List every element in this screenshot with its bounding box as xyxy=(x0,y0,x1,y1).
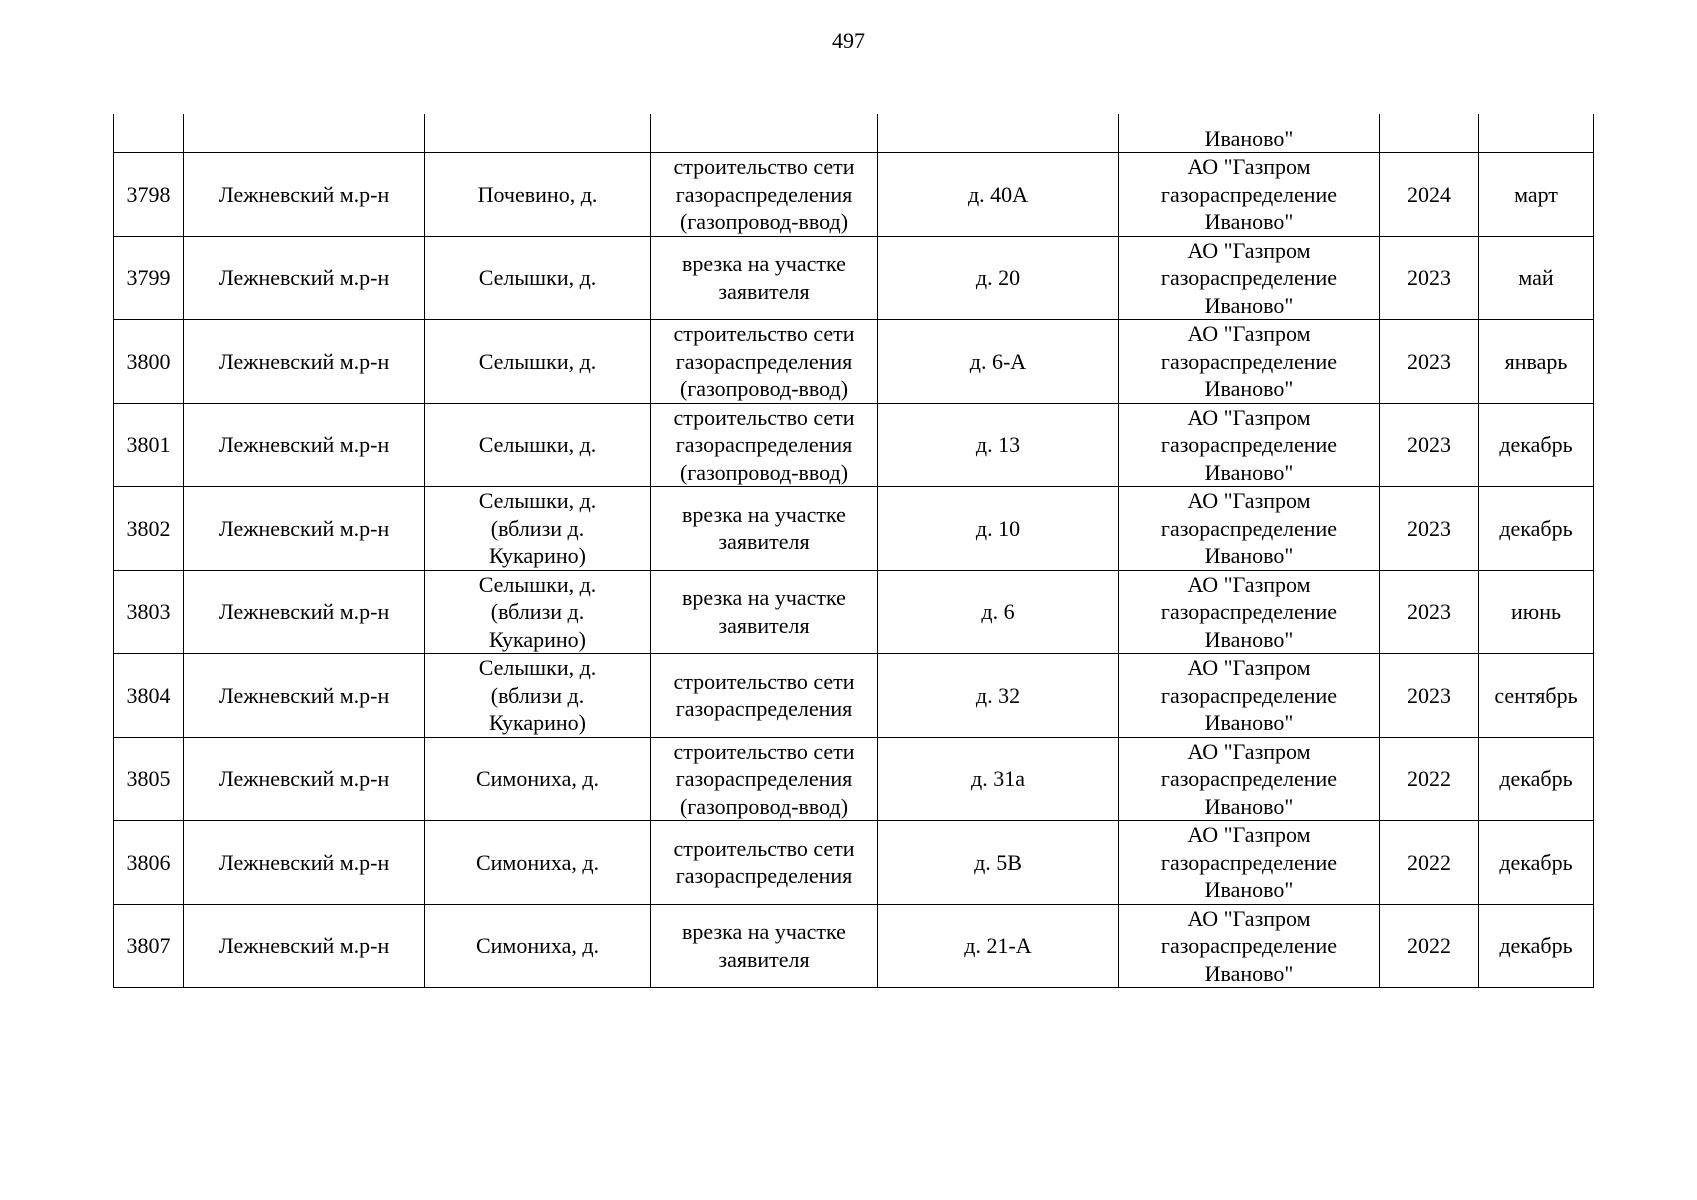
cell-operator-line: Иваново" xyxy=(1204,459,1294,485)
cell-district: Лежневский м.р-н xyxy=(184,570,425,654)
cell-id xyxy=(114,114,184,153)
table-row xyxy=(114,403,1594,487)
cell-work-type-line: врезка на участке xyxy=(682,251,846,277)
cell-operator-line: АО "Газпром xyxy=(1187,822,1311,847)
table-row xyxy=(114,821,1594,905)
cell-operator-line: газораспределение xyxy=(1160,432,1338,457)
cell-operator-line: АО "Газпром xyxy=(1187,655,1311,680)
cell-operator-line: АО "Газпром xyxy=(1187,154,1311,179)
cell-month: декабрь xyxy=(1479,737,1594,821)
cell-month: декабрь xyxy=(1479,487,1594,571)
cell-year: 2023 xyxy=(1380,654,1479,738)
continuation-row xyxy=(114,114,1594,153)
cell-district: Лежневский м.р-н xyxy=(184,236,425,320)
cell-operator-line: газораспределение xyxy=(1160,933,1338,958)
cell-month: январь xyxy=(1479,320,1594,404)
cell-address: д. 40А xyxy=(878,153,1119,237)
cell-district: Лежневский м.р-н xyxy=(184,153,425,237)
cell-year: 2022 xyxy=(1380,737,1479,821)
cell-locality xyxy=(425,904,651,988)
cell-work-type-line: строительство сети xyxy=(673,738,855,764)
cell-year xyxy=(1380,114,1479,153)
cell-locality-line: Симониха, д. xyxy=(475,849,600,875)
cell-operator-line: АО "Газпром xyxy=(1187,404,1311,430)
cell-locality-line: Селышки, д. xyxy=(478,655,597,680)
cell-month: декабрь xyxy=(1479,403,1594,487)
cell-year: 2023 xyxy=(1380,403,1479,487)
cell-locality-line: Селышки, д. xyxy=(478,488,597,513)
cell-operator-line: Иваново" xyxy=(1204,626,1294,652)
cell-work-type xyxy=(651,821,878,905)
cell-work-type-line: (газопровод-ввод) xyxy=(679,793,849,819)
cell-work-type-line: заявителя xyxy=(718,946,810,972)
cell-work-type xyxy=(651,236,878,320)
cell-operator xyxy=(1119,403,1380,487)
cell-work-type-line: газораспределения xyxy=(675,432,853,457)
cell-locality xyxy=(425,821,651,905)
cell-work-type-line: газораспределения xyxy=(675,348,853,374)
cell-operator: Иваново" xyxy=(1119,114,1380,153)
cell-locality-line: Кукарино) xyxy=(488,710,586,735)
cell-work-type-line: строительство сети xyxy=(673,668,855,694)
cell-operator-line: газораспределение xyxy=(1160,599,1338,624)
cell-id: 3801 xyxy=(114,403,184,487)
cell-year: 2023 xyxy=(1380,320,1479,404)
cell-locality xyxy=(425,487,651,571)
cell-work-type-line: (газопровод-ввод) xyxy=(679,459,849,485)
table-row xyxy=(114,236,1594,320)
cell-work-type xyxy=(651,904,878,988)
cell-operator-line: газораспределение xyxy=(1160,181,1338,207)
cell-id: 3800 xyxy=(114,320,184,404)
cell-work-type-line: строительство сети xyxy=(673,404,855,430)
cell-work-type xyxy=(651,737,878,821)
cell-work-type-line: строительство сети xyxy=(673,154,855,179)
cell-operator-line: Иваново" xyxy=(1204,710,1294,735)
cell-address xyxy=(878,114,1119,153)
cell-district: Лежневский м.р-н xyxy=(184,737,425,821)
gas-connection-table xyxy=(113,114,1594,988)
cell-year: 2022 xyxy=(1380,821,1479,905)
cell-locality-line: Селышки, д. xyxy=(478,571,597,597)
cell-id: 3799 xyxy=(114,236,184,320)
cell-locality-line: Селышки, д. xyxy=(478,432,597,457)
cell-operator-line: АО "Газпром xyxy=(1187,321,1311,346)
cell-work-type-line: заявителя xyxy=(718,278,810,304)
cell-id: 3802 xyxy=(114,487,184,571)
cell-work-type-line: врезка на участке xyxy=(682,501,846,527)
cell-work-type-line: заявителя xyxy=(718,612,810,638)
cell-operator-line: газораспределение xyxy=(1160,849,1338,875)
cell-district: Лежневский м.р-н xyxy=(184,654,425,738)
table-row xyxy=(114,654,1594,738)
table-row xyxy=(114,153,1594,237)
cell-district: Лежневский м.р-н xyxy=(184,403,425,487)
cell-district xyxy=(184,114,425,153)
cell-id: 3805 xyxy=(114,737,184,821)
cell-operator xyxy=(1119,570,1380,654)
cell-operator xyxy=(1119,236,1380,320)
cell-operator-line: Иваново" xyxy=(1204,292,1294,318)
cell-operator xyxy=(1119,904,1380,988)
cell-operator-line: Иваново" xyxy=(1204,209,1294,234)
cell-month: сентябрь xyxy=(1479,654,1594,738)
cell-locality xyxy=(425,654,651,738)
table-row xyxy=(114,737,1594,821)
cell-work-type-line: строительство сети xyxy=(673,835,855,861)
cell-work-type-line: врезка на участке xyxy=(682,919,846,945)
cell-work-type xyxy=(651,320,878,404)
cell-operator xyxy=(1119,153,1380,237)
cell-district: Лежневский м.р-н xyxy=(184,904,425,988)
cell-year: 2023 xyxy=(1380,487,1479,571)
cell-month: декабрь xyxy=(1479,821,1594,905)
cell-operator-line: Иваново" xyxy=(1204,960,1294,986)
cell-address: д. 13 xyxy=(878,403,1119,487)
cell-id: 3804 xyxy=(114,654,184,738)
table-row xyxy=(114,487,1594,571)
cell-locality xyxy=(425,114,651,153)
cell-operator xyxy=(1119,654,1380,738)
cell-id: 3798 xyxy=(114,153,184,237)
cell-district: Лежневский м.р-н xyxy=(184,821,425,905)
cell-work-type xyxy=(651,114,878,153)
cell-address: д. 31а xyxy=(878,737,1119,821)
cell-work-type xyxy=(651,487,878,571)
cell-work-type xyxy=(651,570,878,654)
cell-work-type xyxy=(651,153,878,237)
cell-locality-line: Кукарино) xyxy=(488,626,586,652)
cell-locality xyxy=(425,570,651,654)
cell-work-type-line: газораспределения xyxy=(675,181,853,207)
cell-work-type-line: (газопровод-ввод) xyxy=(679,376,849,401)
cell-address: д. 20 xyxy=(878,236,1119,320)
table-row xyxy=(114,570,1594,654)
cell-address: д. 6 xyxy=(878,570,1119,654)
cell-locality xyxy=(425,320,651,404)
cell-address: д. 6-А xyxy=(878,320,1119,404)
cell-year: 2023 xyxy=(1380,570,1479,654)
cell-month: май xyxy=(1479,236,1594,320)
cell-id: 3803 xyxy=(114,570,184,654)
cell-operator-line: Иваново" xyxy=(1204,376,1294,401)
cell-id: 3807 xyxy=(114,904,184,988)
cell-locality xyxy=(425,153,651,237)
cell-month: июнь xyxy=(1479,570,1594,654)
cell-locality-line: (вблизи д. xyxy=(490,515,585,541)
cell-locality-line: Симониха, д. xyxy=(475,766,600,791)
cell-operator-line: АО "Газпром xyxy=(1187,905,1311,931)
cell-work-type xyxy=(651,654,878,738)
cell-locality-line: (вблизи д. xyxy=(490,599,585,624)
cell-work-type-line: газораспределения xyxy=(675,696,853,722)
cell-year: 2024 xyxy=(1380,153,1479,237)
table-row xyxy=(114,320,1594,404)
cell-operator-line: Иваново" xyxy=(1204,543,1294,568)
cell-locality-line: Кукарино) xyxy=(488,543,586,568)
cell-work-type-line: газораспределения xyxy=(675,863,853,889)
cell-operator-line: АО "Газпром xyxy=(1187,738,1311,764)
cell-address: д. 10 xyxy=(878,487,1119,571)
page-number: 497 xyxy=(832,28,865,53)
cell-district: Лежневский м.р-н xyxy=(184,320,425,404)
cell-address: д. 5В xyxy=(878,821,1119,905)
cell-locality xyxy=(425,737,651,821)
cell-operator-line: газораспределение xyxy=(1160,766,1338,791)
cell-work-type-line: заявителя xyxy=(718,529,810,555)
cell-address: д. 21-А xyxy=(878,904,1119,988)
cell-locality-line: Симониха, д. xyxy=(475,933,600,958)
cell-month xyxy=(1479,114,1594,153)
cell-work-type-line: строительство сети xyxy=(673,321,855,346)
cell-year: 2023 xyxy=(1380,236,1479,320)
cell-locality xyxy=(425,236,651,320)
cell-operator-line: АО "Газпром xyxy=(1187,488,1311,513)
cell-operator-line: АО "Газпром xyxy=(1187,571,1311,597)
cell-operator-line: АО "Газпром xyxy=(1187,237,1311,263)
cell-work-type-line: (газопровод-ввод) xyxy=(679,209,849,234)
cell-locality-line: Селышки, д. xyxy=(478,348,597,374)
cell-operator-line: газораспределение xyxy=(1160,515,1338,541)
cell-operator-line: газораспределение xyxy=(1160,265,1338,290)
cell-operator-line: Иваново" xyxy=(1204,877,1294,902)
cell-address: д. 32 xyxy=(878,654,1119,738)
cell-locality-line: Почевино, д. xyxy=(477,181,598,207)
cell-operator-line: газораспределение xyxy=(1160,682,1338,708)
cell-month: март xyxy=(1479,153,1594,237)
cell-work-type-line: врезка на участке xyxy=(682,585,846,611)
cell-id: 3806 xyxy=(114,821,184,905)
cell-month: декабрь xyxy=(1479,904,1594,988)
cell-locality xyxy=(425,403,651,487)
cell-operator xyxy=(1119,821,1380,905)
table-body xyxy=(114,114,1594,988)
cell-year: 2022 xyxy=(1380,904,1479,988)
cell-work-type-line: газораспределения xyxy=(675,766,853,791)
cell-operator-line: Иваново" xyxy=(1204,793,1294,819)
cell-operator xyxy=(1119,737,1380,821)
cell-work-type xyxy=(651,403,878,487)
cell-locality-line: Селышки, д. xyxy=(478,265,597,290)
cell-operator xyxy=(1119,487,1380,571)
cell-district: Лежневский м.р-н xyxy=(184,487,425,571)
cell-operator xyxy=(1119,320,1380,404)
cell-locality-line: (вблизи д. xyxy=(490,682,585,708)
table-row xyxy=(114,904,1594,988)
cell-operator-line: газораспределение xyxy=(1160,348,1338,374)
